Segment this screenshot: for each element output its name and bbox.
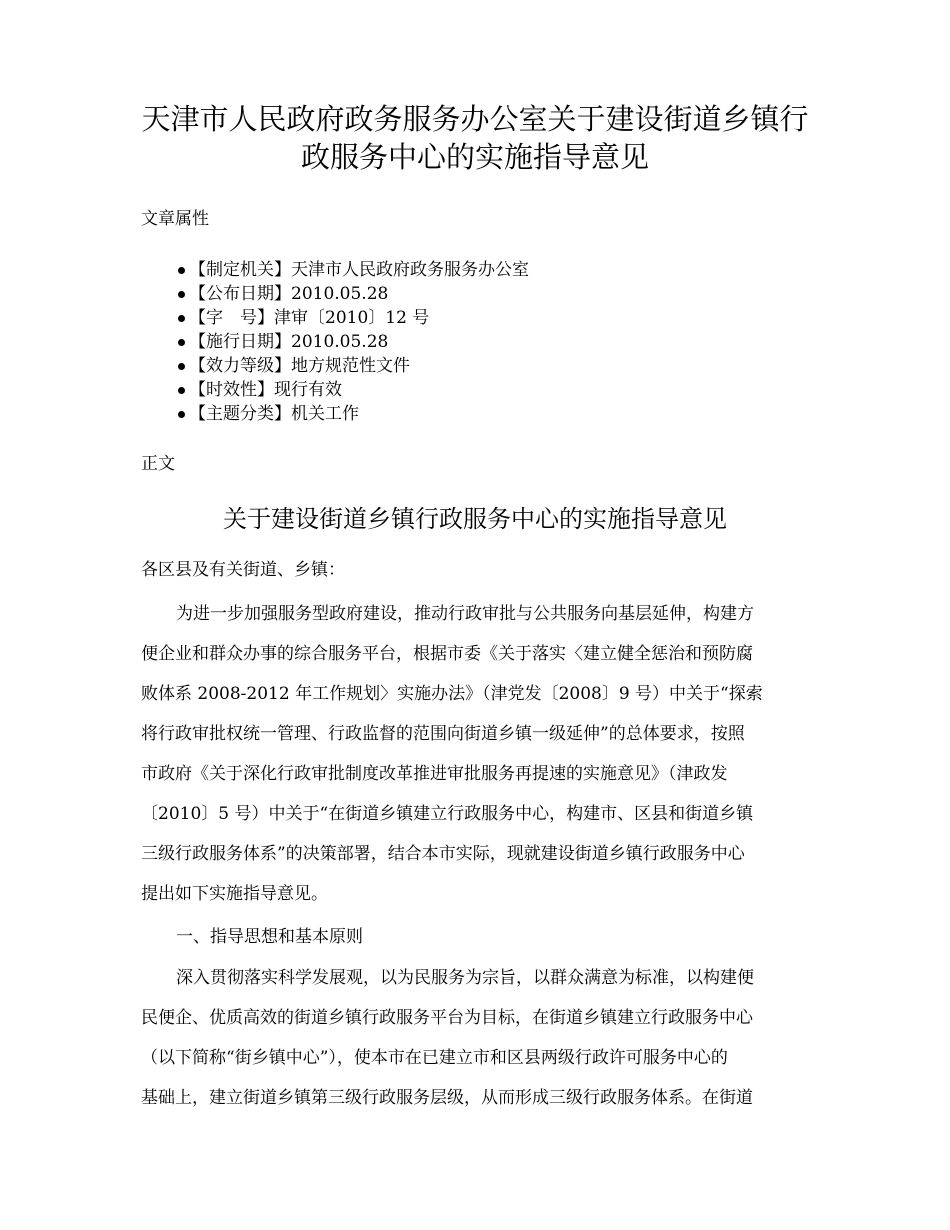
attributes-list	[141, 258, 529, 426]
bullet-icon	[178, 411, 185, 418]
paragraph-line: 深入贯彻落实科学发展观，以为民服务为宗旨，以群众满意为标准，以构建便	[176, 968, 754, 988]
paragraph-line: 为进一步加强服务型政府建设，推动行政审批与公共服务向基层延伸，构建方	[176, 604, 754, 624]
bullet-icon	[178, 267, 185, 274]
attribute-key: 【效力等级】	[189, 356, 291, 376]
bullet-icon	[178, 387, 185, 394]
attribute-key: 【施行日期】	[189, 332, 291, 352]
attribute-key: 【主题分类】	[189, 404, 291, 424]
attribute-value: 天津市人民政府政务服务办公室	[291, 260, 529, 280]
document-title-line-1: 天津市人民政府政务服务办公室关于建设街道乡镇行	[141, 102, 809, 136]
paragraph-line: 市政府《关于深化行政审批制度改革推进审批服务再提速的实施意见》（津政发	[141, 764, 728, 784]
attribute-item	[141, 306, 529, 330]
document-title-line-2: 政服务中心的实施指导意见	[300, 140, 649, 174]
body-title: 关于建设街道乡镇行政服务中心的实施指导意见	[223, 505, 727, 533]
attribute-value: 2010.05.28	[291, 284, 389, 304]
section-heading: 一、指导思想和基本原则	[176, 927, 363, 947]
bullet-icon	[178, 363, 185, 370]
attribute-key: 【制定机关】	[189, 260, 291, 280]
salutation: 各区县及有关街道、乡镇：	[141, 560, 345, 580]
attribute-key: 【字 号】	[189, 308, 274, 328]
attribute-item	[141, 378, 529, 402]
attribute-value: 现行有效	[274, 380, 342, 400]
attributes-heading: 文章属性	[141, 209, 209, 229]
attribute-item	[141, 402, 529, 426]
paragraph-line: 将行政审批权统一管理、行政监督的范围向街道乡镇一级延伸”的总体要求，按照	[141, 724, 745, 744]
paragraph-line: 败体系 2008-2012 年工作规划〉实施办法》（津党发〔2008〕9 号）中关于“探索	[141, 684, 763, 704]
attribute-value: 机关工作	[291, 404, 359, 424]
paragraph-line: 提出如下实施指导意见。	[141, 884, 328, 904]
paragraph-line: 便企业和群众办事的综合服务平台，根据市委《关于落实〈建立健全惩治和预防腐	[141, 644, 753, 664]
attribute-value: 2010.05.28	[291, 332, 389, 352]
paragraph-line: 〔2010〕5 号）中关于“在街道乡镇建立行政服务中心，构建市、区县和街道乡镇	[141, 804, 754, 824]
attribute-item	[141, 330, 529, 354]
paragraph-line: 三级行政服务体系”的决策部署，结合本市实际，现就建设街道乡镇行政服务中心	[141, 844, 745, 864]
attribute-item	[141, 282, 529, 306]
attribute-key: 【时效性】	[189, 380, 274, 400]
paragraph-line: 基础上，建立街道乡镇第三级行政服务层级，从而形成三级行政服务体系。在街道	[141, 1088, 753, 1108]
bullet-icon	[178, 339, 185, 346]
body-heading: 正文	[141, 454, 175, 474]
bullet-icon	[178, 291, 185, 298]
document-title	[130, 100, 820, 176]
attribute-value: 津审〔2010〕12 号	[274, 308, 430, 328]
paragraph-line: 民便企、优质高效的街道乡镇行政服务平台为目标，在街道乡镇建立行政服务中心	[141, 1008, 753, 1028]
bullet-icon	[178, 315, 185, 322]
attribute-value: 地方规范性文件	[291, 356, 410, 376]
attribute-item	[141, 258, 529, 282]
attribute-item	[141, 354, 529, 378]
paragraph-line: （以下简称“街乡镇中心”），使本市在已建立市和区县两级行政许可服务中心的	[141, 1048, 728, 1068]
attribute-key: 【公布日期】	[189, 284, 291, 304]
